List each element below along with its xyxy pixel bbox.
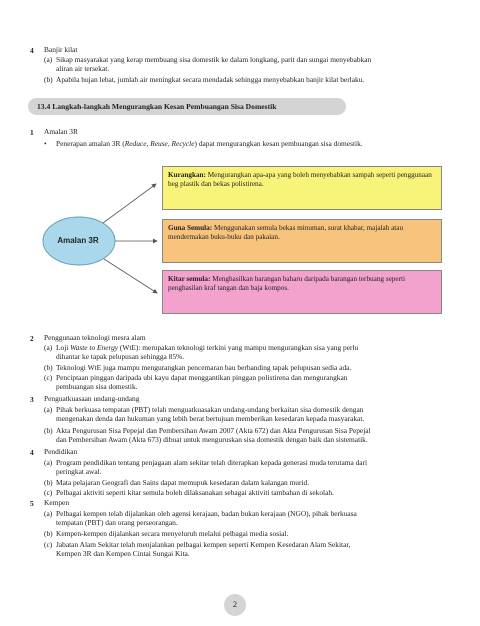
text-run: ) dapat mengurangkan kesan pembuangan sisa domestik. — [194, 139, 363, 148]
text-run: Loji — [56, 343, 71, 352]
text-run: Penerapan amalan 3R ( — [56, 139, 125, 148]
sub-item-label: (a) — [44, 405, 53, 414]
sub-item — [44, 343, 464, 363]
box-guna-semula — [162, 219, 442, 263]
arrow-to-box3 — [104, 259, 157, 293]
sub-item-label: (c) — [44, 488, 53, 497]
sub-item — [44, 405, 464, 425]
box-title: Guna Semula: — [168, 224, 213, 232]
item-heading: Kempen — [44, 498, 70, 507]
sub-item-label: (c) — [44, 540, 53, 549]
box-text: Mengurangkan apa-apa yang boleh menyebabkan sampah seperti penggunaan beg plastik dan bekas polistirena. — [168, 171, 432, 189]
item-number: 1 — [30, 128, 34, 137]
sub-item-text — [56, 458, 367, 476]
item-number: 3 — [30, 395, 34, 404]
sub-item-text — [56, 426, 371, 444]
line: peringkat awal. — [56, 467, 102, 477]
item-heading: Penguatkuasaan undang-undang — [44, 394, 140, 403]
box-text: Menggunakan semula bekas minuman, surat khabar, majalah atau mendermakan buku-buku dan pakaian. — [168, 224, 404, 242]
item-number: 4 — [30, 46, 34, 55]
box-kurangkan — [162, 166, 442, 210]
text-run: (WtE): merupakan teknologi terkini yang mampu mengurangkan sisa yang perlu — [118, 343, 359, 352]
text-run-italic: Reduce, Reuse, Recycle — [124, 139, 195, 148]
sub-item-text: Apabila hujan lebat, jumlah air meningkat secara mendadak sehingga menyebabkan banjir kilat berlaku. — [56, 75, 365, 84]
box-text: Menghasilkan barangan baharu daripada barangan terbuang seperti penghasilan kraf tangan dan baja kompos. — [168, 275, 405, 293]
item-number: 5 — [30, 499, 34, 508]
sub-item-label: (a) — [44, 509, 53, 518]
sub-item-text — [56, 405, 364, 423]
sub-item-label: (b) — [44, 363, 53, 372]
sub-item — [44, 529, 464, 539]
line: Kempen 3R dan Kempen Cintai Sungai Kita. — [56, 549, 190, 559]
sub-item-label: (b) — [44, 426, 53, 435]
sub-item — [44, 540, 464, 560]
box-kitar-semula — [162, 270, 442, 314]
box-title: Kurangkan: — [168, 171, 206, 179]
line: Pelbagai kempen telah dijalankan oleh agensi kerajaan, badan bukan kerajaan (NGO), pihak berkuasa — [56, 509, 357, 518]
page-number: 2 — [224, 594, 246, 616]
line: Penciptaan pinggan daripada ubi kayu dapat menggantikan pinggan polistirena dan mengurangkan — [56, 373, 348, 382]
line: mengenakan denda dan hukuman yang lebih berat bertujuan memberikan kesedaran kepada masyarakat. — [56, 414, 365, 424]
sub-item-text: Pelbagai aktiviti seperti kitar semula boleh dilaksanakan sebagai aktiviti tambahan di sekolah. — [56, 488, 334, 497]
sub-item-text: Kempen-kempen dijalankan secara menyeluruh melalui pelbagai media sosial. — [56, 529, 289, 538]
line: dan Pembersihan Awam (Akta 673) dibuat untuk menguruskan sisa domestik dengan baik dan sistematik. — [56, 435, 368, 445]
line: pembuangan sisa domestik. — [56, 382, 138, 392]
section-title: 13.4 Langkah-langkah Mengurangkan Kesan Pembuangan Sisa Domestik — [37, 102, 277, 111]
sub-item — [44, 426, 464, 446]
sub-item-text — [56, 373, 347, 391]
item-number: 2 — [30, 334, 34, 343]
sub-item-label: (b) — [44, 529, 53, 538]
sub-item-label: (a) — [44, 343, 53, 352]
sub-item — [44, 363, 464, 373]
line: dihantar ke tapak pelupusan sehingga 85%. — [56, 352, 185, 362]
line: Pihak berkuasa tempatan (PBT) telah menguatkuasakan undang-undang berkaitan sisa domestik dengan — [56, 405, 364, 414]
sub-item-label: (b) — [44, 478, 53, 487]
sub-item — [44, 509, 464, 529]
center-label: Amalan 3R — [57, 236, 99, 245]
sub-item — [44, 488, 464, 498]
sub-item — [44, 458, 464, 478]
item-heading: Amalan 3R — [44, 127, 78, 136]
item-number: 4 — [30, 448, 34, 457]
sub-item-label: (b) — [44, 75, 53, 84]
line: Jabatan Alam Sekitar telah menjalankan pelbagai kempen seperti Kempen Kesedaran Alam Sekitar, — [56, 540, 351, 549]
sub-item-text: Mata pelajaran Geografi dan Sains dapat memupuk kesedaran dalam kalangan murid. — [56, 478, 310, 487]
sub-item-label: (a) — [44, 458, 53, 467]
sub-item — [44, 373, 464, 393]
sub-item-label: (c) — [44, 373, 53, 382]
text-run-italic: Waste to Energy — [70, 343, 119, 352]
arrow-to-box1 — [103, 184, 156, 223]
sub-item-text — [56, 343, 358, 361]
sub-item — [44, 478, 464, 488]
sub-item-text — [56, 540, 350, 558]
line: Program pendidikan tentang penjagaan alam sekitar telah diterapkan kepada generasi muda terutama dari — [56, 458, 368, 467]
sub-item-text: Teknologi WtE juga mampu mengurangkan pencemaran bau berbanding tapak pelupusan sedia ada. — [56, 363, 352, 372]
line: aliran air tersekat. — [56, 64, 110, 74]
sub-item-label: (a) — [44, 55, 53, 64]
line: Sikap masyarakat yang kerap membuang sisa domestik ke dalam longkang, parit dan sungai menyebabkan — [56, 55, 372, 64]
sub-item-text — [56, 509, 357, 527]
item-heading: Penggunaan teknologi mesra alam — [44, 333, 146, 342]
item-heading: Pendidikan — [44, 447, 78, 456]
line: Akta Pengurusan Sisa Pepejal dan Pembersihan Awam 2007 (Akta 672) dan Akta Pengurusan Sisa Pepejal — [56, 426, 371, 435]
line: tempatan (PBT) dan orang perseorangan. — [56, 518, 178, 528]
bullet-marker: • — [44, 139, 47, 148]
box-title: Kitar semula: — [168, 275, 211, 283]
item-heading: Banjir kilat — [44, 45, 78, 54]
